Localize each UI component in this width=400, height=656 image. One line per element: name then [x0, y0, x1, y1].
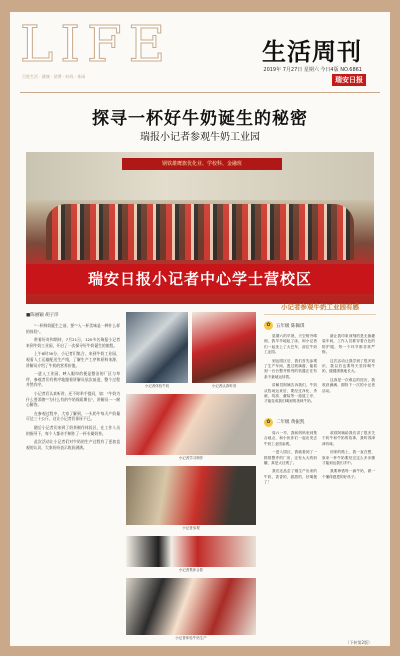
paragraph: 上午8时30分，小记者们集合，来到牛奶工业园，观看人工运输配送生产线，了解生产工序和原料来源，讲解员介绍了牛奶的营养价值。 [26, 351, 120, 368]
photo-caption: 小记者体验牛奶生产 [126, 635, 256, 642]
paragraph: 我们还品尝了刚生产出来的牛奶，香香的，甜甜的，好喝极了！ [264, 469, 317, 485]
paragraph: 我要珍惜每一滴牛奶，做一个懂得感恩的好孩子。 [322, 469, 375, 479]
photo-caption: 小记者认真听讲 [192, 383, 256, 390]
essay-column [264, 431, 317, 489]
essay-body [264, 334, 376, 408]
bee-icon: ✿ [264, 418, 273, 427]
author-label [264, 321, 376, 330]
paragraph: "一杯鲜奶诞生之前，要""入一杯美味是一种什么样的体验"。 [26, 323, 120, 334]
author-label-text: 二年级 黄振凯 [276, 420, 305, 426]
photo-image [126, 466, 256, 525]
subheadline: 瑞报小记者参观牛奶工业园 [140, 132, 260, 143]
right-column [264, 302, 376, 489]
paragraph: 小记者们认真听讲，还不时举手提问，如："牛奶为什么要杀菌""为什么有的牛奶保质期长"，讲解员一一耐心解答。 [26, 390, 120, 408]
photo [192, 312, 256, 390]
paragraph: 这真是一次难忘的经历，我收获满满，期待下一次的小记者活动。 [322, 377, 375, 393]
hero-photo [26, 152, 374, 304]
byline: ■陈丽颖 胡子洋 [26, 313, 59, 318]
paper-logo: 瑞安日报 [332, 74, 366, 86]
paragraph: 周六一早，我和妈妈来到集合地点，和小伙伴们一起出发去牛奶工业园参观。 [264, 430, 317, 446]
life-logo: LIFE [20, 15, 173, 73]
hero-sign: 钢铁雄鹰旗优化业、学校科、金融班 [122, 158, 282, 170]
headline: 探寻一杯好牛奶诞生的秘密 [92, 109, 308, 129]
essay-column [322, 431, 375, 489]
author-label [264, 418, 376, 427]
paragraph: 最让我印象深刻的是无菌灌装车间，工作人员都穿着白色的防护服，每一个环节都非常严格。 [322, 334, 375, 355]
section-title: 小记者参观牛奶工业园有感 [264, 302, 376, 315]
photo-image [192, 312, 256, 383]
photo [126, 578, 256, 642]
issue-info: 2019年 7月27日 星期六 今日4版 NO.6861 [263, 67, 362, 73]
photo-caption: 小记者参观 [126, 525, 256, 532]
continued-note: （下转第2版） [345, 640, 372, 645]
life-subtitle: 百姓生活 · 健康 · 消费 · 时尚 · 休闲 [22, 74, 86, 79]
photo-image [126, 536, 256, 567]
paragraph: 这次活动让我学到了很多知识，我以后也要每天坚持喝牛奶，健健康康地长大。 [322, 358, 375, 374]
paragraph: 此次活动让小记者们对牛奶的生产过程有了更加直观的认识，大家纷纷表示收获满满。 [26, 439, 120, 450]
paragraph: 一进入工业园，映入眼帘的便是整洁的厂区与草坪，参观者们有秩序地跟着讲解员依次前进，整个过程井然有序。 [26, 371, 120, 388]
masthead [10, 12, 390, 90]
paragraph: 在参观过程中，大家了解到，一头奶牛每天产奶量可达三十公斤，这让小记者们惊讶不已。 [26, 410, 120, 422]
divider [20, 92, 380, 93]
paragraph: 带着好奇和期待，7月21日，120多名瑞报小记者来到牛奶工业园，开启了一次探寻好牛奶诞生的旅程。 [26, 337, 120, 348]
bee-icon: ✿ [264, 321, 273, 330]
essay-column [322, 334, 375, 408]
photo-caption: 小记者集体合影 [126, 567, 256, 574]
photo [126, 312, 188, 390]
essay-body [264, 431, 376, 489]
photo-caption: 小记者体验牛奶 [126, 383, 188, 390]
photo [126, 466, 256, 532]
paragraph: 回家的路上，我一直在想，原来一杯牛奶要经过这么多步骤才能到达我们手中。 [322, 450, 375, 465]
paragraph: 一进入园区，我就看到了一排排整齐的厂房，还有大大的奶罐，真是太壮观了。 [264, 450, 317, 465]
photo-caption: 小记者学习制作 [126, 455, 256, 462]
hero-banner: 瑞安日报小记者中心学士营校区 [26, 264, 374, 294]
photo-image [126, 394, 256, 455]
photo-image [126, 312, 188, 383]
column-title: 生活周刊 [262, 38, 362, 66]
paragraph: 随后小记者们来到了奶茶制作体验区，在工作人员的指导下，每个人都亲手制作了一杯专属奶茶。 [26, 424, 120, 436]
photo [126, 394, 256, 462]
essay-column [264, 334, 317, 408]
paragraph: 讲解员阿姨告诉我们，牛奶从牧场运来后，要经过净化、杀菌、均质、灌装等一道道工序，才能变成我们喝到的美味牛奶。 [264, 383, 317, 404]
photo [126, 536, 256, 574]
photo-image [126, 578, 256, 635]
paragraph: 叔叔阿姨给我们讲了很多关于奶牛和牛奶的故事，我听得津津有味。 [322, 430, 375, 446]
author-label-text: 五年级 陈佩琪 [276, 323, 305, 329]
paragraph: 到达园区后，我们首先参观了生产车间，透过玻璃窗，能看到一台台整齐排列的机器正在有条不紊地运转着。 [264, 358, 317, 379]
group-crowd [46, 204, 354, 260]
newspaper-page [10, 12, 390, 646]
left-column [26, 312, 120, 453]
paragraph: 星期六的早晨，天空格外晴朗，我早早地起了床，和小记者们一起坐上了大巴车，前往牛奶工业园。 [264, 334, 317, 355]
